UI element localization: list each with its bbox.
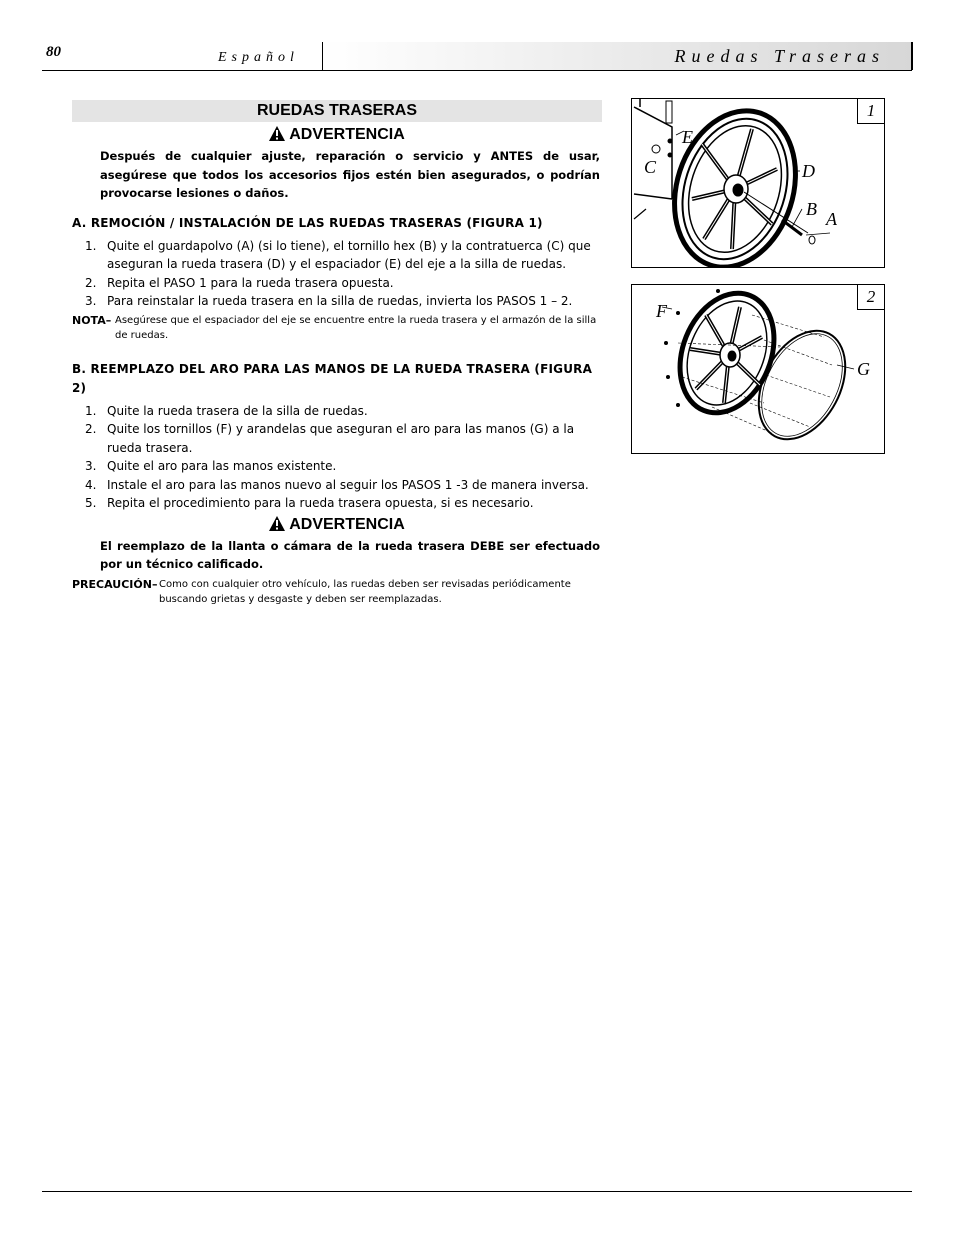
section-title: RUEDAS TRASERAS: [72, 100, 602, 122]
step-text: Quite el guardapolvo (A) (si lo tiene), el tornillo hex (B) y la contratuerca (C) que aseguran la rueda trasera (D) y el espaciador (E) del eje a la silla de ruedas.: [107, 238, 591, 271]
warning-text: El reemplazo de la llanta o cámara de la rueda trasera DEBE ser efectuado por un técnico calificado.: [100, 538, 600, 571]
warning-title: ADVERTENCIA: [289, 515, 405, 533]
figure-number: 2: [857, 285, 884, 310]
warning-heading: [72, 513, 602, 537]
figure-2: [631, 284, 885, 454]
part-a-steps: [72, 237, 602, 311]
part-b-heading: B. REEMPLAZO DEL ARO PARA LAS MANOS DE LA RUEDA TRASERA (FIGURA 2): [72, 361, 593, 395]
step-number: 3.: [85, 294, 97, 308]
header-rule: [42, 70, 912, 71]
label-e: E: [682, 127, 693, 147]
label-d: D: [802, 161, 815, 181]
warning-heading: [72, 123, 602, 147]
step-text: Repita el procedimiento para la rueda trasera opuesta, si es necesario.: [107, 496, 534, 510]
note-text: Asegúrese que el espaciador del eje se encuentre entre la rueda trasera y el armazón de la silla de ruedas.: [115, 314, 597, 341]
label-f: F: [656, 301, 667, 321]
step-number: 5.: [85, 496, 97, 510]
step-number: 1.: [85, 238, 97, 253]
step-number: 1.: [85, 403, 97, 418]
list-item: [72, 292, 602, 311]
warning-text: Después de cualquier ajuste, reparación o servicio y ANTES de usar, asegúrese que todos los accesorios fijos estén bien asegurados, o podrían provocarse lesiones o daños.: [100, 149, 600, 200]
label-b: B: [806, 199, 817, 219]
step-text: Para reinstalar la rueda trasera en la silla de ruedas, invierta los PASOS 1 – 2.: [107, 294, 573, 308]
step-number: 2.: [85, 422, 97, 436]
label-a: A: [826, 209, 837, 229]
step-text: Quite los tornillos (F) y arandelas que aseguran el aro para las manos (G) a la rueda trasera.: [107, 422, 575, 455]
list-item: [72, 476, 602, 495]
label-g: G: [857, 359, 870, 379]
step-text: Quite el aro para las manos existente.: [107, 459, 337, 473]
warning-triangle-icon: [269, 126, 285, 141]
note-label: NOTA–: [72, 313, 112, 327]
part-b-steps: [72, 402, 602, 513]
language-label: Español: [218, 50, 299, 65]
caution-text: Como con cualquier otro vehículo, las ruedas deben ser revisadas periódicamente buscando grietas y desgaste y deben ser reemplazadas.: [159, 578, 571, 605]
label-c: C: [644, 157, 657, 177]
step-text: Instale el aro para las manos nuevo al seguir los PASOS 1 -3 de manera inversa.: [107, 477, 589, 492]
page-number: 80: [46, 44, 61, 60]
handrim-replacement-illustration: [632, 285, 884, 453]
list-item: [72, 494, 602, 513]
step-number: 2.: [85, 275, 97, 290]
figure-number: 1: [857, 99, 884, 124]
list-item: [72, 237, 602, 274]
warning-triangle-icon: [269, 516, 285, 531]
part-a-heading: A. REMOCIÓN / INSTALACIÓN DE LAS RUEDAS TRASERAS (FIGURA 1): [72, 215, 543, 230]
caution-note: [72, 577, 602, 607]
step-number: 4.: [85, 477, 97, 492]
list-item: [72, 274, 602, 293]
rear-wheel-removal-illustration: [632, 99, 884, 267]
main-content: [72, 100, 602, 607]
list-item: [72, 420, 602, 457]
step-text: Repita el PASO 1 para la rueda trasera opuesta.: [107, 275, 394, 290]
footer-rule: [42, 1191, 912, 1192]
section-header-title: Ruedas Traseras: [674, 46, 885, 66]
note: [72, 313, 602, 343]
step-number: 3.: [85, 459, 97, 473]
step-text: Quite la rueda trasera de la silla de ruedas.: [107, 403, 368, 418]
warning-title: ADVERTENCIA: [289, 126, 405, 143]
header-band: [323, 42, 913, 70]
caution-label: PRECAUCIÓN–: [72, 577, 158, 591]
figure-1: [631, 98, 885, 268]
list-item: [72, 402, 602, 421]
list-item: [72, 457, 602, 476]
